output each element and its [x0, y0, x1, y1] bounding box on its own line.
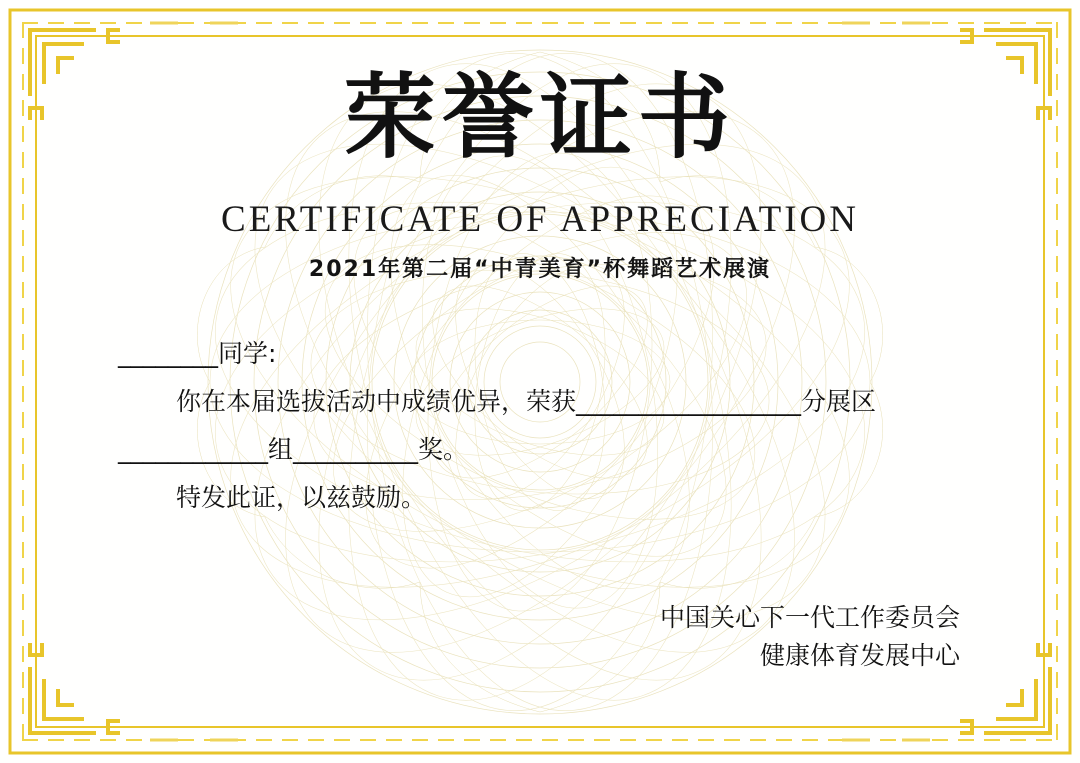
certificate-title-chinese: 荣誉证书 [343, 64, 736, 171]
issuer-signature-block [660, 599, 960, 675]
issuer-organization-line-2: 健康体育发展中心 [759, 641, 960, 670]
recipient-salutation-line: ________同学: [118, 339, 277, 368]
award-statement-line-2: ____________组__________奖。 [118, 435, 469, 464]
certificate-title-english: CERTIFICATE OF APPRECIATION [221, 199, 859, 240]
certificate-subtitle-event: 2021年第二届“中青美育”杯舞蹈艺术展演 [308, 257, 772, 282]
award-statement-line-1: 你在本届选拔活动中成绩优异，荣获__________________分展区 [176, 387, 877, 416]
issuer-organization-line-1: 中国关心下一代工作委员会 [659, 603, 960, 632]
certificate-body [118, 330, 966, 522]
closing-statement-line: 特发此证，以兹鼓励。 [176, 483, 427, 512]
